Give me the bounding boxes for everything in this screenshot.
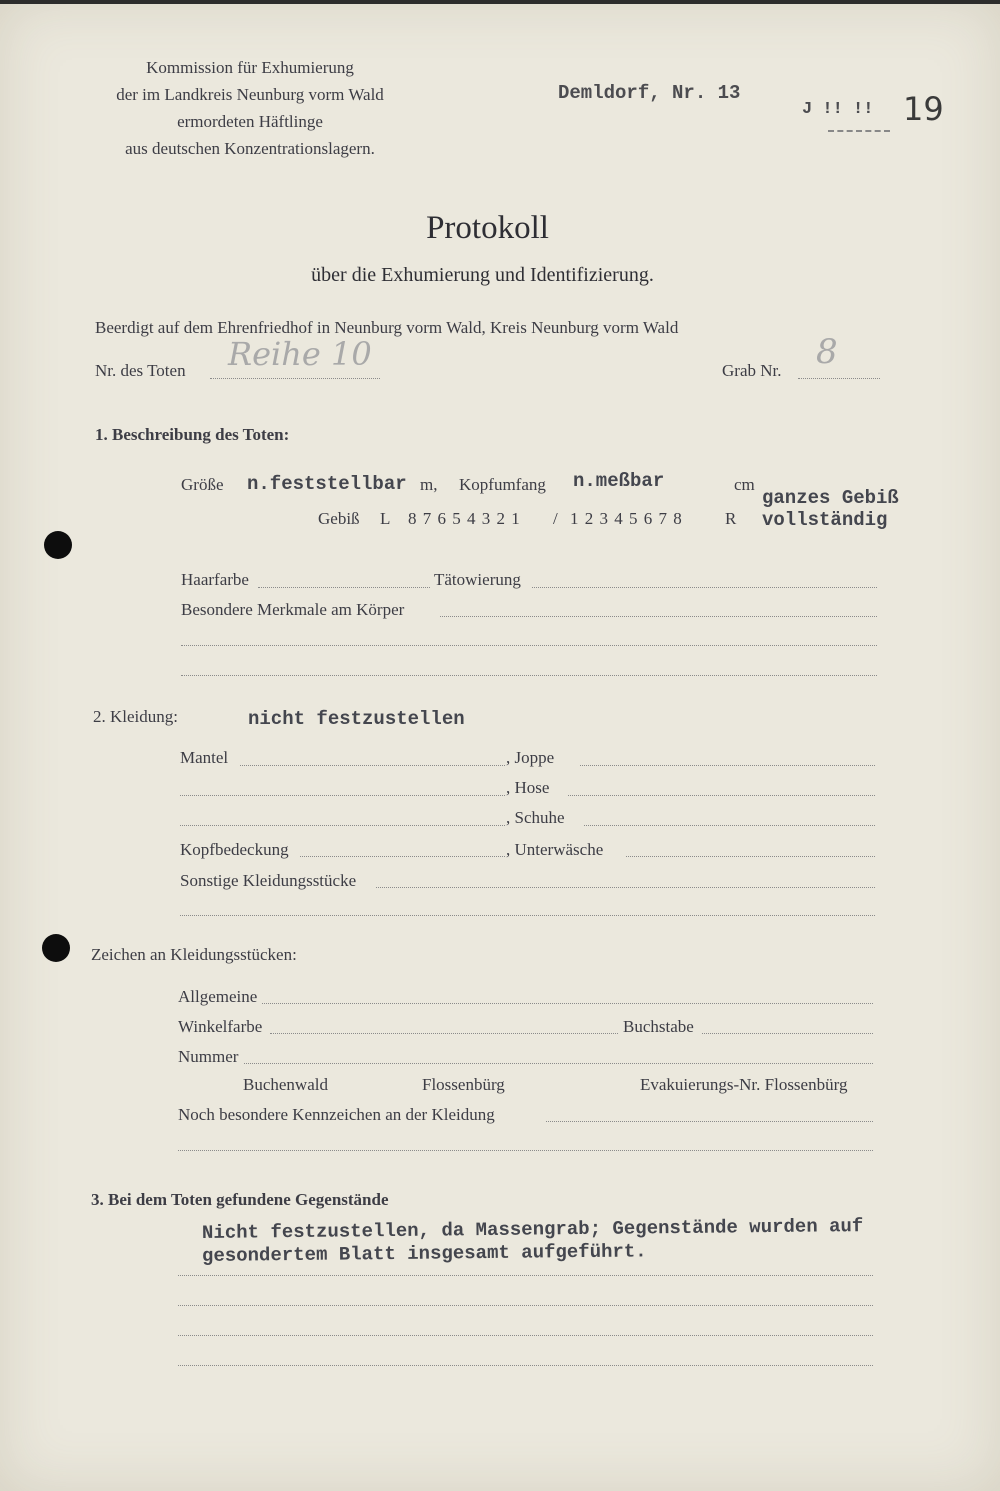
- shoes-line: [584, 825, 875, 826]
- coat-label: Mantel: [180, 748, 229, 767]
- found-items-line-c: [178, 1335, 873, 1336]
- dead-number-label: Nr. des Toten: [95, 361, 186, 380]
- teeth-right-numbers: 1 2 3 4 5 6 7 8: [570, 509, 683, 528]
- burial-line: Beerdigt auf dem Ehrenfriedhof in Neunburg vorm Wald, Kreis Neunburg vorm Wald: [95, 318, 679, 337]
- size-unit: m,: [420, 475, 438, 494]
- number-label: Nummer: [178, 1047, 239, 1066]
- features-label: Besondere Merkmale am Körper: [181, 600, 405, 619]
- other-marks-line: [546, 1121, 873, 1122]
- commission-line-3: ermordeten Häftlinge: [177, 112, 323, 131]
- found-items-line-d: [178, 1365, 873, 1366]
- jacket-line: [580, 765, 875, 766]
- head-label: Kopfumfang: [459, 475, 546, 494]
- clothing-line-2: [180, 795, 505, 796]
- document-subtitle: über die Exhumierung und Identifizierung.: [311, 264, 654, 286]
- teeth-label: Gebiß: [318, 509, 360, 528]
- other-clothing-label: Sonstige Kleidungsstücke: [180, 871, 357, 890]
- angle-color-label: Winkelfarbe: [178, 1017, 263, 1036]
- general-line: [262, 1003, 873, 1004]
- commission-line-2: der im Landkreis Neunburg vorm Wald: [116, 85, 384, 104]
- commission-line-4: aus deutschen Konzentrationslagern.: [125, 139, 375, 158]
- document-title: Protokoll: [426, 210, 549, 246]
- found-items-line-1: Nicht festzustellen, da Massengrab; Gegenstände wurden auf: [201, 1215, 864, 1244]
- grave-handwritten: 8: [816, 332, 838, 372]
- flossenbuerg-label: Flossenbürg: [422, 1075, 505, 1094]
- hair-label: Haarfarbe: [181, 570, 249, 589]
- shoes-label: , Schuhe: [506, 808, 565, 827]
- trousers-label: , Hose: [506, 778, 550, 797]
- other-marks-line-2: [178, 1150, 873, 1151]
- head-unit: cm: [734, 475, 755, 494]
- dead-number-line: [210, 378, 380, 379]
- teeth-note-2: vollständig: [762, 509, 888, 531]
- headgear-label: Kopfbedeckung: [180, 840, 289, 859]
- dead-number-handwritten: Reihe 10: [228, 335, 372, 373]
- angle-color-line: [270, 1033, 618, 1034]
- features-line-2: [181, 645, 877, 646]
- features-line-3: [181, 675, 877, 676]
- tattoo-label: Tätowierung: [434, 570, 521, 589]
- features-line: [440, 616, 877, 617]
- number-line: [244, 1063, 873, 1064]
- date-stamp: J !! !!: [802, 100, 874, 119]
- size-label: Größe: [181, 475, 224, 494]
- section2-heading: 2. Kleidung:: [93, 707, 178, 726]
- punch-hole-bottom: [42, 934, 70, 962]
- hair-line: [258, 587, 430, 588]
- tattoo-line: [532, 587, 877, 588]
- commission-header: [90, 54, 410, 162]
- other-marks-label: Noch besondere Kennzeichen an der Kleidung: [178, 1105, 495, 1124]
- clothing-line-3: [180, 825, 505, 826]
- size-value: n.feststellbar: [247, 473, 407, 495]
- clothing-typed: nicht festzustellen: [248, 708, 465, 730]
- general-label: Allgemeine: [178, 987, 258, 1006]
- grave-line: [798, 378, 880, 379]
- commission-line-1: Kommission für Exhumierung: [146, 58, 354, 77]
- headgear-line: [300, 856, 505, 857]
- marks-heading: Zeichen an Kleidungsstücken:: [91, 945, 297, 964]
- date-underline: [828, 130, 890, 132]
- punch-hole-top: [44, 531, 72, 559]
- other-clothing-line: [376, 887, 875, 888]
- location-stamp: Demldorf, Nr. 13: [558, 82, 741, 104]
- other-clothing-line-2: [180, 915, 875, 916]
- section3-heading: 3. Bei dem Toten gefundene Gegenstände: [91, 1190, 389, 1209]
- teeth-left-numbers: 8 7 6 5 4 3 2 1: [408, 509, 521, 528]
- trousers-line: [568, 795, 875, 796]
- found-items-line-a: [178, 1275, 873, 1276]
- buchenwald-label: Buchenwald: [243, 1075, 328, 1094]
- underwear-line: [626, 856, 875, 857]
- letter-label: Buchstabe: [623, 1017, 694, 1036]
- top-edge: [0, 0, 1000, 4]
- found-items-line-2: gesondertem Blatt insgesamt aufgeführt.: [201, 1240, 647, 1267]
- teeth-right: R: [725, 509, 737, 528]
- underwear-label: , Unterwäsche: [506, 840, 604, 859]
- letter-line: [702, 1033, 873, 1034]
- section1-heading: 1. Beschreibung des Toten:: [95, 425, 290, 444]
- grave-label: Grab Nr.: [722, 361, 782, 380]
- page-number: 19: [903, 90, 944, 128]
- teeth-left: L: [380, 509, 391, 528]
- jacket-label: , Joppe: [506, 748, 555, 767]
- teeth-separator: /: [553, 509, 558, 528]
- head-value: n.meßbar: [573, 470, 665, 492]
- teeth-note-1: ganzes Gebiß: [762, 487, 899, 509]
- found-items-line-b: [178, 1305, 873, 1306]
- evacuation-number-label: Evakuierungs-Nr. Flossenbürg: [640, 1075, 848, 1094]
- coat-line: [240, 765, 505, 766]
